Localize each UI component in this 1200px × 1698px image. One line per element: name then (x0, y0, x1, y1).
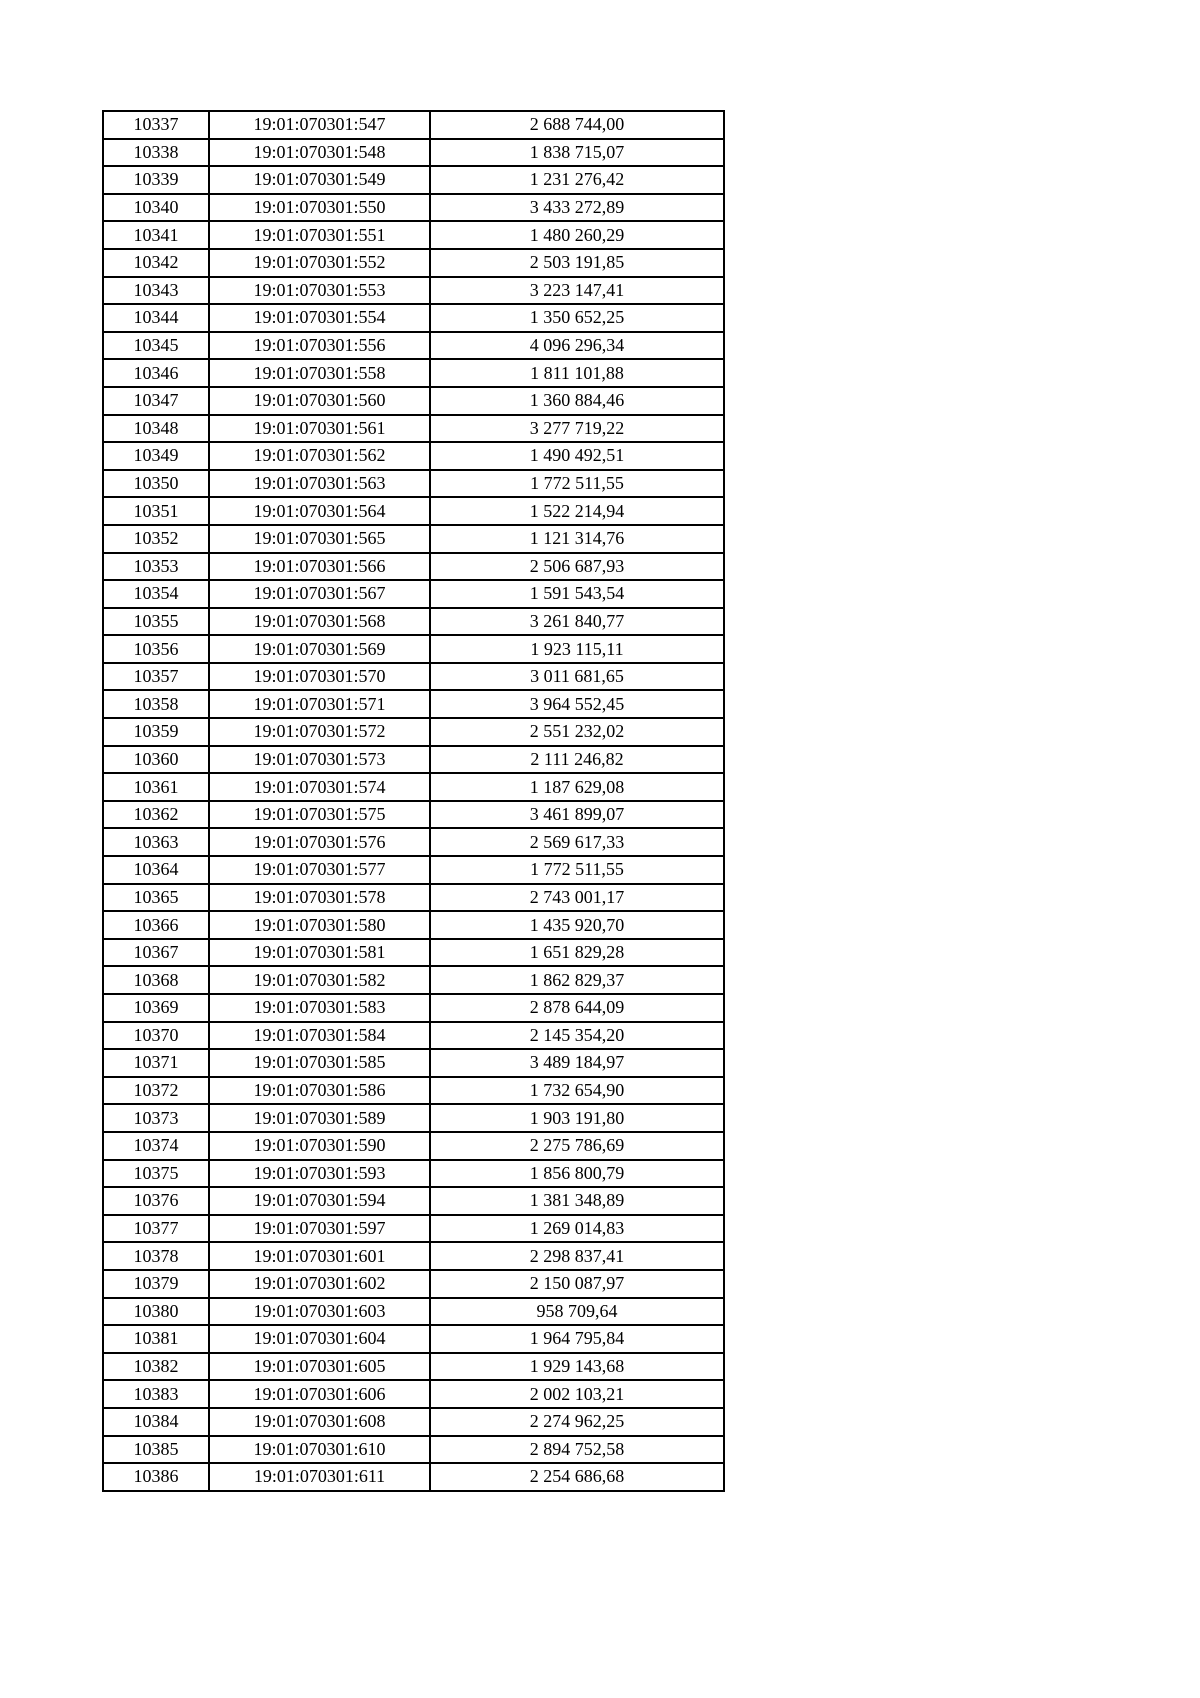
table-row (103, 1104, 724, 1132)
cadastre-value-table (102, 110, 725, 1492)
table-row (103, 801, 724, 829)
value-cell: 1 651 829,28 (430, 939, 724, 967)
table-row (103, 939, 724, 967)
table-row (103, 139, 724, 167)
cadastral-number-cell: 19:01:070301:551 (209, 221, 430, 249)
row-number-cell: 10350 (103, 470, 209, 498)
value-cell: 1 838 715,07 (430, 139, 724, 167)
value-cell: 3 011 681,65 (430, 663, 724, 691)
row-number-cell: 10337 (103, 111, 209, 139)
table-row (103, 1132, 724, 1160)
row-number-cell: 10374 (103, 1132, 209, 1160)
row-number-cell: 10347 (103, 387, 209, 415)
row-number-cell: 10372 (103, 1077, 209, 1105)
value-cell: 2 551 232,02 (430, 718, 724, 746)
value-cell: 2 275 786,69 (430, 1132, 724, 1160)
cadastral-number-cell: 19:01:070301:606 (209, 1380, 430, 1408)
row-number-cell: 10378 (103, 1242, 209, 1270)
row-number-cell: 10354 (103, 580, 209, 608)
cadastral-number-cell: 19:01:070301:564 (209, 497, 430, 525)
table-row (103, 166, 724, 194)
row-number-cell: 10370 (103, 1022, 209, 1050)
table-row (103, 1436, 724, 1464)
value-cell: 2 743 001,17 (430, 884, 724, 912)
cadastral-number-cell: 19:01:070301:567 (209, 580, 430, 608)
value-cell: 1 435 920,70 (430, 911, 724, 939)
row-number-cell: 10341 (103, 221, 209, 249)
cadastral-number-cell: 19:01:070301:547 (209, 111, 430, 139)
value-cell: 1 772 511,55 (430, 470, 724, 498)
value-cell: 2 878 644,09 (430, 994, 724, 1022)
value-cell: 2 111 246,82 (430, 746, 724, 774)
row-number-cell: 10375 (103, 1160, 209, 1188)
table-row (103, 1215, 724, 1243)
row-number-cell: 10343 (103, 277, 209, 305)
row-number-cell: 10342 (103, 249, 209, 277)
table-row (103, 635, 724, 663)
row-number-cell: 10357 (103, 663, 209, 691)
table-row (103, 249, 724, 277)
cadastral-number-cell: 19:01:070301:566 (209, 553, 430, 581)
value-cell: 2 002 103,21 (430, 1380, 724, 1408)
cadastral-number-cell: 19:01:070301:568 (209, 608, 430, 636)
table-row (103, 111, 724, 139)
cadastral-number-cell: 19:01:070301:603 (209, 1298, 430, 1326)
cadastral-number-cell: 19:01:070301:569 (209, 635, 430, 663)
table-row (103, 415, 724, 443)
row-number-cell: 10382 (103, 1353, 209, 1381)
value-cell: 1 732 654,90 (430, 1077, 724, 1105)
table-row (103, 884, 724, 912)
row-number-cell: 10355 (103, 608, 209, 636)
row-number-cell: 10383 (103, 1380, 209, 1408)
row-number-cell: 10369 (103, 994, 209, 1022)
row-number-cell: 10362 (103, 801, 209, 829)
value-cell: 1 856 800,79 (430, 1160, 724, 1188)
value-cell: 2 503 191,85 (430, 249, 724, 277)
row-number-cell: 10345 (103, 332, 209, 360)
row-number-cell: 10361 (103, 773, 209, 801)
row-number-cell: 10380 (103, 1298, 209, 1326)
row-number-cell: 10338 (103, 139, 209, 167)
table-row (103, 470, 724, 498)
row-number-cell: 10386 (103, 1463, 209, 1491)
row-number-cell: 10377 (103, 1215, 209, 1243)
value-cell: 1 903 191,80 (430, 1104, 724, 1132)
value-cell: 3 964 552,45 (430, 690, 724, 718)
value-cell: 2 569 617,33 (430, 828, 724, 856)
value-cell: 1 929 143,68 (430, 1353, 724, 1381)
table-row (103, 663, 724, 691)
table-row (103, 525, 724, 553)
cadastral-number-cell: 19:01:070301:558 (209, 359, 430, 387)
value-cell: 2 150 087,97 (430, 1270, 724, 1298)
value-cell: 1 360 884,46 (430, 387, 724, 415)
cadastral-number-cell: 19:01:070301:561 (209, 415, 430, 443)
row-number-cell: 10367 (103, 939, 209, 967)
cadastral-number-cell: 19:01:070301:575 (209, 801, 430, 829)
table-row (103, 1380, 724, 1408)
value-cell: 3 461 899,07 (430, 801, 724, 829)
value-cell: 1 490 492,51 (430, 442, 724, 470)
cadastral-number-cell: 19:01:070301:577 (209, 856, 430, 884)
cadastral-number-cell: 19:01:070301:605 (209, 1353, 430, 1381)
row-number-cell: 10373 (103, 1104, 209, 1132)
value-cell: 2 274 962,25 (430, 1408, 724, 1436)
table-row (103, 387, 724, 415)
value-cell: 1 964 795,84 (430, 1325, 724, 1353)
cadastral-number-cell: 19:01:070301:573 (209, 746, 430, 774)
table-row (103, 608, 724, 636)
value-cell: 1 923 115,11 (430, 635, 724, 663)
cadastral-number-cell: 19:01:070301:583 (209, 994, 430, 1022)
row-number-cell: 10359 (103, 718, 209, 746)
table-row (103, 359, 724, 387)
cadastral-number-cell: 19:01:070301:552 (209, 249, 430, 277)
value-cell: 1 862 829,37 (430, 966, 724, 994)
cadastral-number-cell: 19:01:070301:572 (209, 718, 430, 746)
cadastral-number-cell: 19:01:070301:586 (209, 1077, 430, 1105)
table-row (103, 1270, 724, 1298)
cadastral-number-cell: 19:01:070301:554 (209, 304, 430, 332)
cadastral-number-cell: 19:01:070301:597 (209, 1215, 430, 1243)
row-number-cell: 10366 (103, 911, 209, 939)
value-cell: 1 350 652,25 (430, 304, 724, 332)
row-number-cell: 10364 (103, 856, 209, 884)
cadastral-number-cell: 19:01:070301:594 (209, 1187, 430, 1215)
value-cell: 958 709,64 (430, 1298, 724, 1326)
value-cell: 2 145 354,20 (430, 1022, 724, 1050)
row-number-cell: 10346 (103, 359, 209, 387)
table-row (103, 966, 724, 994)
table-row (103, 1325, 724, 1353)
value-cell: 1 811 101,88 (430, 359, 724, 387)
value-cell: 1 381 348,89 (430, 1187, 724, 1215)
value-cell: 1 591 543,54 (430, 580, 724, 608)
table-row (103, 994, 724, 1022)
cadastral-number-cell: 19:01:070301:604 (209, 1325, 430, 1353)
table-row (103, 1298, 724, 1326)
table-row (103, 1463, 724, 1491)
table-row (103, 497, 724, 525)
table-row (103, 580, 724, 608)
value-cell: 3 277 719,22 (430, 415, 724, 443)
value-cell: 1 480 260,29 (430, 221, 724, 249)
cadastral-number-cell: 19:01:070301:601 (209, 1242, 430, 1270)
table-row (103, 1242, 724, 1270)
row-number-cell: 10353 (103, 553, 209, 581)
cadastral-number-cell: 19:01:070301:548 (209, 139, 430, 167)
value-cell: 3 489 184,97 (430, 1049, 724, 1077)
row-number-cell: 10381 (103, 1325, 209, 1353)
cadastral-number-cell: 19:01:070301:550 (209, 194, 430, 222)
table-row (103, 773, 724, 801)
cadastral-number-cell: 19:01:070301:570 (209, 663, 430, 691)
row-number-cell: 10379 (103, 1270, 209, 1298)
value-cell: 4 096 296,34 (430, 332, 724, 360)
table-row (103, 911, 724, 939)
table-row (103, 304, 724, 332)
cadastral-number-cell: 19:01:070301:565 (209, 525, 430, 553)
cadastral-number-cell: 19:01:070301:562 (209, 442, 430, 470)
cadastral-number-cell: 19:01:070301:576 (209, 828, 430, 856)
cadastral-number-cell: 19:01:070301:574 (209, 773, 430, 801)
table-row (103, 1077, 724, 1105)
row-number-cell: 10348 (103, 415, 209, 443)
cadastral-number-cell: 19:01:070301:611 (209, 1463, 430, 1491)
cadastral-number-cell: 19:01:070301:581 (209, 939, 430, 967)
table-row (103, 442, 724, 470)
row-number-cell: 10371 (103, 1049, 209, 1077)
cadastral-number-cell: 19:01:070301:585 (209, 1049, 430, 1077)
value-cell: 2 298 837,41 (430, 1242, 724, 1270)
row-number-cell: 10376 (103, 1187, 209, 1215)
value-cell: 2 254 686,68 (430, 1463, 724, 1491)
table-row (103, 690, 724, 718)
table-row (103, 1160, 724, 1188)
table-row (103, 277, 724, 305)
value-cell: 1 269 014,83 (430, 1215, 724, 1243)
row-number-cell: 10385 (103, 1436, 209, 1464)
cadastral-number-cell: 19:01:070301:580 (209, 911, 430, 939)
cadastral-number-cell: 19:01:070301:602 (209, 1270, 430, 1298)
table-row (103, 856, 724, 884)
cadastral-number-cell: 19:01:070301:553 (209, 277, 430, 305)
table-row (103, 1187, 724, 1215)
value-cell: 1 231 276,42 (430, 166, 724, 194)
cadastral-number-cell: 19:01:070301:584 (209, 1022, 430, 1050)
cadastral-number-cell: 19:01:070301:608 (209, 1408, 430, 1436)
table-row (103, 1353, 724, 1381)
cadastral-number-cell: 19:01:070301:590 (209, 1132, 430, 1160)
value-cell: 2 894 752,58 (430, 1436, 724, 1464)
value-cell: 1 522 214,94 (430, 497, 724, 525)
row-number-cell: 10368 (103, 966, 209, 994)
table-body (103, 111, 724, 1491)
row-number-cell: 10339 (103, 166, 209, 194)
row-number-cell: 10360 (103, 746, 209, 774)
cadastral-number-cell: 19:01:070301:556 (209, 332, 430, 360)
cadastral-number-cell: 19:01:070301:563 (209, 470, 430, 498)
row-number-cell: 10340 (103, 194, 209, 222)
value-cell: 3 223 147,41 (430, 277, 724, 305)
table-row (103, 746, 724, 774)
cadastral-number-cell: 19:01:070301:560 (209, 387, 430, 415)
row-number-cell: 10358 (103, 690, 209, 718)
row-number-cell: 10349 (103, 442, 209, 470)
cadastral-number-cell: 19:01:070301:578 (209, 884, 430, 912)
row-number-cell: 10363 (103, 828, 209, 856)
table-row (103, 718, 724, 746)
table-row (103, 194, 724, 222)
row-number-cell: 10352 (103, 525, 209, 553)
value-cell: 3 433 272,89 (430, 194, 724, 222)
cadastral-number-cell: 19:01:070301:549 (209, 166, 430, 194)
table-row (103, 332, 724, 360)
row-number-cell: 10351 (103, 497, 209, 525)
cadastral-number-cell: 19:01:070301:582 (209, 966, 430, 994)
table-row (103, 221, 724, 249)
table-row (103, 1408, 724, 1436)
table-row (103, 1049, 724, 1077)
cadastral-number-cell: 19:01:070301:593 (209, 1160, 430, 1188)
table-row (103, 1022, 724, 1050)
cadastral-number-cell: 19:01:070301:571 (209, 690, 430, 718)
value-cell: 2 506 687,93 (430, 553, 724, 581)
value-cell: 3 261 840,77 (430, 608, 724, 636)
cadastral-number-cell: 19:01:070301:610 (209, 1436, 430, 1464)
row-number-cell: 10365 (103, 884, 209, 912)
value-cell: 2 688 744,00 (430, 111, 724, 139)
value-cell: 1 187 629,08 (430, 773, 724, 801)
value-cell: 1 772 511,55 (430, 856, 724, 884)
value-cell: 1 121 314,76 (430, 525, 724, 553)
table-row (103, 553, 724, 581)
row-number-cell: 10356 (103, 635, 209, 663)
row-number-cell: 10384 (103, 1408, 209, 1436)
table-row (103, 828, 724, 856)
row-number-cell: 10344 (103, 304, 209, 332)
cadastral-number-cell: 19:01:070301:589 (209, 1104, 430, 1132)
